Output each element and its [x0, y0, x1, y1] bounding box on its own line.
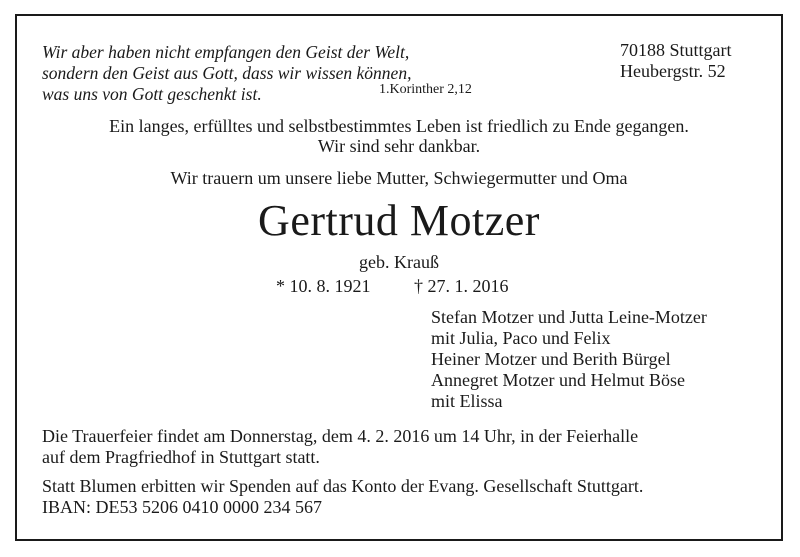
- donation-line: Statt Blumen erbitten wir Spenden auf das Konto der Evang. Gesellschaft Stuttgart.: [42, 476, 644, 496]
- bible-reference: 1.Korinther 2,12: [379, 82, 472, 97]
- bible-quote: [42, 42, 411, 105]
- quote-line: Wir aber haben nicht empfangen den Geist der Welt,: [42, 42, 410, 62]
- mourner-line: Heiner Motzer und Berith Bürgel: [431, 349, 671, 369]
- funeral-line: auf dem Pragfriedhof in Stuttgart statt.: [42, 447, 320, 467]
- mourner-line: Stefan Motzer und Jutta Leine-Motzer: [431, 307, 707, 327]
- quote-line: was uns von Gott geschenkt ist.: [42, 84, 262, 104]
- deceased-name: Gertrud Motzer: [258, 196, 540, 245]
- death-date: † 27. 1. 2016: [414, 276, 509, 296]
- mourner-line: mit Elissa: [431, 391, 503, 411]
- address-city: 70188 Stuttgart: [620, 40, 732, 60]
- funeral-line: Die Trauerfeier findet am Donnerstag, dem 4. 2. 2016 um 14 Uhr, in der Feierhalle: [42, 426, 639, 446]
- mourner-line: Annegret Motzer und Helmut Böse: [431, 370, 685, 390]
- iban-line: IBAN: DE53 5206 0410 0000 234 567: [42, 497, 322, 517]
- birth-date: * 10. 8. 1921: [276, 276, 371, 296]
- mourning-text: Wir trauern um unsere liebe Mutter, Schwiegermutter und Oma: [170, 168, 628, 188]
- lead-line: Ein langes, erfülltes und selbstbestimmtes Leben ist friedlich zu Ende gegangen.: [109, 116, 689, 136]
- address-street: Heubergstr. 52: [620, 61, 726, 81]
- lead-line: Wir sind sehr dankbar.: [317, 136, 481, 156]
- family-address: [620, 40, 732, 82]
- funeral-info: [42, 426, 638, 468]
- lead-text: [15, 116, 783, 156]
- mourner-line: mit Julia, Paco und Felix: [431, 328, 611, 348]
- quote-line: sondern den Geist aus Gott, dass wir wissen können,: [42, 63, 412, 83]
- donation-info: [42, 476, 643, 518]
- mourners-list: [431, 307, 707, 412]
- maiden-name: geb. Krauß: [359, 252, 439, 272]
